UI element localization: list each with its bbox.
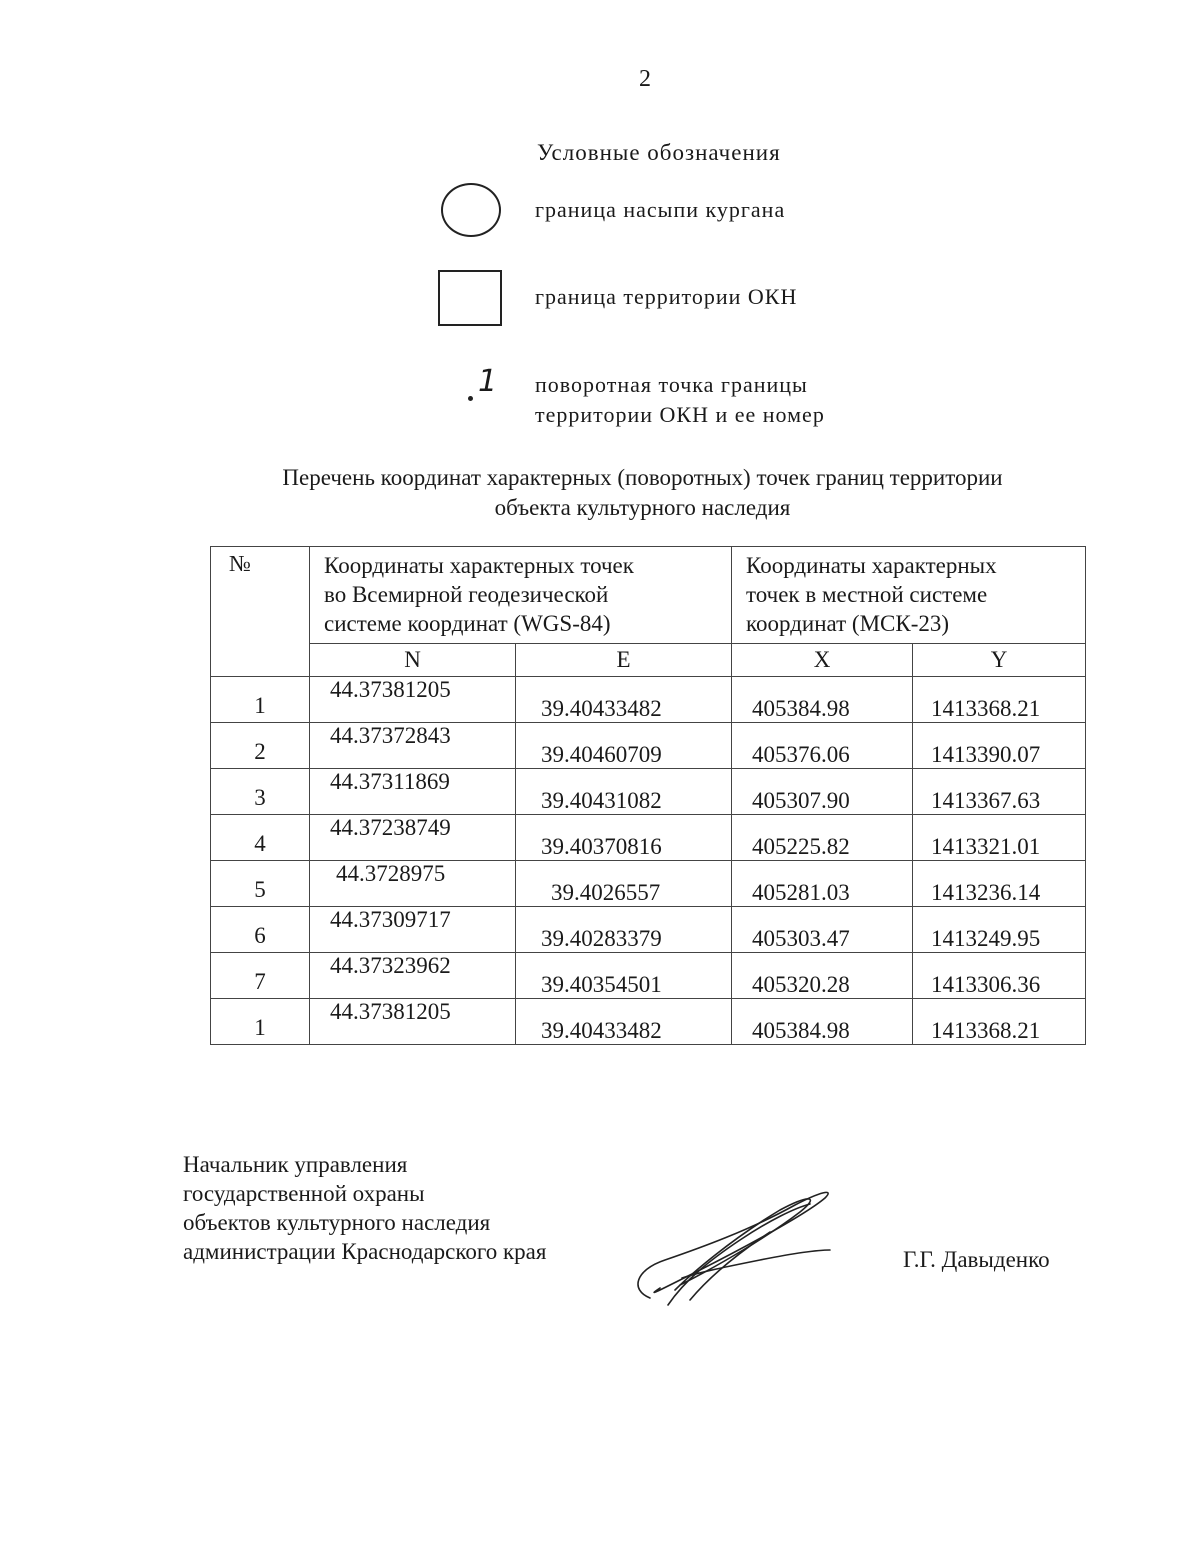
row-number: 4 [211, 815, 310, 861]
header-wgs84-line3: системе координат (WGS-84) [324, 611, 611, 636]
signatory-line2: государственной охраны [183, 1181, 425, 1206]
cell-x: 405307.90 [732, 769, 913, 815]
table-row [211, 861, 1086, 907]
cell-x: 405384.98 [732, 999, 913, 1045]
table-row [211, 815, 1086, 861]
header-wgs84-line2: во Всемирной геодезической [324, 582, 609, 607]
signatory-line4: администрации Краснодарского края [183, 1239, 547, 1264]
row-number: 5 [211, 861, 310, 907]
cell-y: 1413306.36 [913, 953, 1086, 999]
cell-n: 44.37372843 [310, 723, 516, 769]
row-number: 2 [211, 723, 310, 769]
signatory-line1: Начальник управления [183, 1152, 408, 1177]
cell-e: 39.40433482 [516, 677, 732, 723]
legend-label-point [535, 370, 825, 430]
header-msk23-line1: Координаты характерных [746, 553, 997, 578]
row-number: 7 [211, 953, 310, 999]
table-row [211, 769, 1086, 815]
cell-e: 39.40431082 [516, 769, 732, 815]
cell-n: 44.37381205 [310, 677, 516, 723]
cell-x: 405320.28 [732, 953, 913, 999]
cell-x: 405376.06 [732, 723, 913, 769]
table-row [211, 677, 1086, 723]
header-y: Y [913, 644, 1086, 677]
legend-label-point-line2: территории ОКН и ее номер [535, 402, 825, 427]
row-number: 3 [211, 769, 310, 815]
point-icon [430, 364, 510, 428]
cell-n: 44.37323962 [310, 953, 516, 999]
signatory-line3: объектов культурного наследия [183, 1210, 491, 1235]
cell-n: 44.3728975 [310, 861, 516, 907]
legend-item-mound [430, 183, 950, 253]
row-number: 6 [211, 907, 310, 953]
cell-n: 44.37381205 [310, 999, 516, 1045]
cell-e: 39.40433482 [516, 999, 732, 1045]
header-n: N [310, 644, 516, 677]
table-row [211, 999, 1086, 1045]
table-row [211, 953, 1086, 999]
header-msk23-line3: координат (МСК-23) [746, 611, 950, 636]
cell-x: 405225.82 [732, 815, 913, 861]
cell-n: 44.37309717 [310, 907, 516, 953]
header-e: E [516, 644, 732, 677]
signatory-title [183, 1150, 546, 1266]
legend-title: Условные обозначения [537, 140, 781, 165]
coordinates-table [210, 546, 1086, 1045]
heading-line1: Перечень координат характерных (поворотных) точек границ территории [282, 465, 1003, 490]
cell-y: 1413368.21 [913, 677, 1086, 723]
cell-e: 39.4026557 [516, 861, 732, 907]
legend-item-territory [430, 270, 950, 340]
square-icon [430, 270, 510, 330]
cell-y: 1413249.95 [913, 907, 1086, 953]
signatory-name: Г.Г. Давыденко [903, 1247, 1050, 1272]
row-number: 1 [211, 999, 310, 1045]
header-wgs84 [310, 547, 732, 644]
legend-label-mound: граница насыпи кургана [535, 197, 786, 222]
cell-x: 405384.98 [732, 677, 913, 723]
cell-y: 1413236.14 [913, 861, 1086, 907]
point-number: 1 [478, 364, 498, 399]
cell-y: 1413390.07 [913, 723, 1086, 769]
heading-line2: объекта культурного наследия [494, 495, 791, 520]
row-number: 1 [211, 677, 310, 723]
handwritten-signature [620, 1180, 840, 1310]
header-msk23 [732, 547, 1086, 644]
table-heading [150, 463, 1135, 523]
cell-y: 1413367.63 [913, 769, 1086, 815]
cell-e: 39.40460709 [516, 723, 732, 769]
cell-y: 1413368.21 [913, 999, 1086, 1045]
cell-n: 44.37311869 [310, 769, 516, 815]
header-msk23-line2: точек в местной системе [746, 582, 988, 607]
cell-x: 405303.47 [732, 907, 913, 953]
cell-e: 39.40283379 [516, 907, 732, 953]
header-wgs84-line1: Координаты характерных точек [324, 553, 634, 578]
legend-label-point-line1: поворотная точка границы [535, 372, 808, 397]
cell-e: 39.40354501 [516, 953, 732, 999]
cell-n: 44.37238749 [310, 815, 516, 861]
header-number: № [211, 547, 310, 677]
cell-x: 405281.03 [732, 861, 913, 907]
cell-y: 1413321.01 [913, 815, 1086, 861]
legend-item-point [430, 364, 950, 438]
table-row [211, 907, 1086, 953]
header-x: X [732, 644, 913, 677]
page-number: 2 [639, 66, 651, 92]
table-row [211, 723, 1086, 769]
cell-e: 39.40370816 [516, 815, 732, 861]
legend-label-territory: граница территории ОКН [535, 284, 798, 309]
circle-icon [430, 183, 510, 243]
